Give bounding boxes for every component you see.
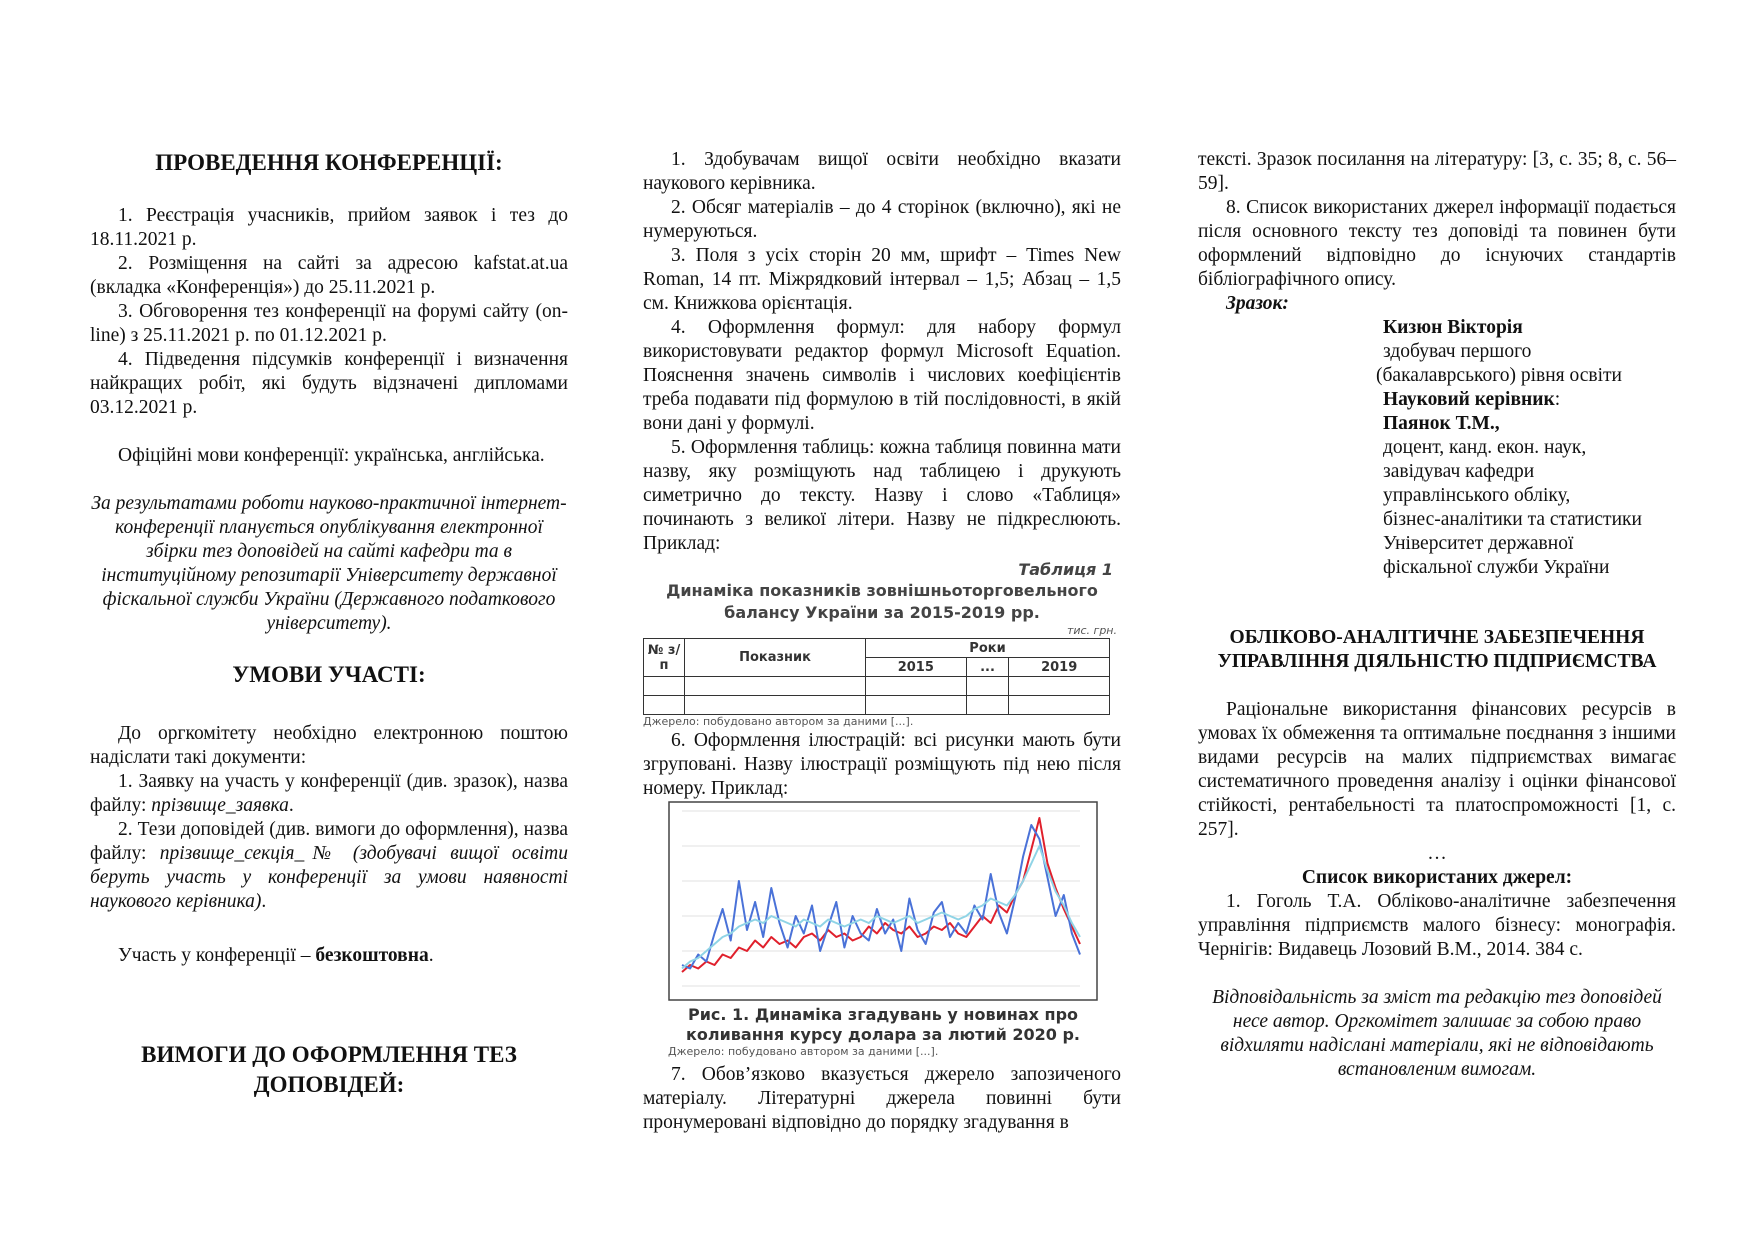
schedule-item-2: 2. Розміщення на сайті за адресою kafstat.at.ua (вкладка «Конференція») до 25.11.2021 р. [90, 253, 568, 298]
line-chart [668, 801, 1098, 1001]
figure-caption: Рис. 1. Динаміка згадувань у новинах про коливання курсу долара за лютий 2020 р. [686, 1005, 1080, 1044]
table-header-indicator: Показник [685, 639, 866, 677]
author-block [1376, 316, 1676, 580]
requirement-4: 4. Оформлення формул: для набору формул використовувати редактор формул Microsoft Equation. Пояснення значень символів і числових коефіцієнтів треба подавати під формулою в тій послідовності, в якій вони дані у формулі. [643, 317, 1121, 434]
table-unit: тис. грн. [1066, 624, 1117, 637]
paper-title: ОБЛІКОВО-АНАЛІТИЧНЕ ЗАБЕЗПЕЧЕННЯ УПРАВЛІННЯ ДІЯЛЬНІСТЮ ПІДПРИЄМСТВА [1217, 627, 1657, 672]
requirement-2: 2. Обсяг матеріалів – до 4 сторінок (включно), які не нумеруються. [643, 197, 1121, 242]
references-heading: Список використаних джерел: [1301, 867, 1573, 888]
heading-conference: ПРОВЕДЕННЯ КОНФЕРЕНЦІЇ: [155, 150, 503, 175]
condition-1: 1. Заявку на участь у конференції (див. зразок), назва файлу: прізвище_заявка. [90, 771, 568, 816]
reference-1: 1. Гоголь Т.А. Обліково-аналітичне забезпечення управління підприємств малого бізнесу: монографія. Чернігів: Видавець Лозовий В.М., 2014. 384 с. [1198, 891, 1676, 960]
table-source: Джерело: побудовано автором за даними [...]. [643, 715, 914, 728]
author-status-1: здобувач першого [1383, 341, 1532, 362]
heading-requirements: ВИМОГИ ДО ОФОРМЛЕННЯ ТЕЗ ДОПОВІДЕЙ: [141, 1042, 517, 1097]
requirement-5: 5. Оформлення таблиць: кожна таблиця повинна мати назву, яку розміщують над таблицею і друкують симетрично до тексту. Назву і слово «Таблиця» починають з великої літери. Назву не підкреслюють. Приклад: [643, 437, 1121, 554]
supervisor-line: доцент, канд. екон. наук, [1383, 437, 1587, 458]
supervisor-label: Науковий керівник: [1383, 389, 1561, 410]
disclaimer: Відповідальність за зміст та редакцію тез доповідей несе автор. Оргкомітет залишає за собою право відхиляти надіслані матеріали, які не відповідають встановленим вимогам. [1212, 987, 1662, 1080]
requirement-8: 8. Список використаних джерел інформації подається після основного тексту тез доповіді та повинен бути оформлений відповідно до існуючих стандартів бібліографічного опису. [1198, 197, 1676, 290]
table-header-year-3: 2019 [1009, 658, 1110, 677]
supervisor-line: Університет державної [1383, 533, 1574, 554]
sample-table [643, 638, 1110, 715]
table-header-years: Роки [866, 639, 1110, 658]
schedule-item-4: 4. Підведення підсумків конференції і визначення найкращих робіт, які будуть відзначені дипломами 03.12.2021 р. [90, 349, 568, 418]
column-middle [643, 148, 1121, 1135]
condition-2: 2. Тези доповідей (див. вимоги до оформлення), назва файлу: прізвище_секція_№ (здобувачі вищої освіти беруть участь у конференції за умови наявності наукового керівника). [90, 819, 568, 912]
condition-1-filename: прізвище_заявка [151, 795, 289, 816]
participation-fee: Участь у конференції – безкоштовна. [118, 945, 434, 966]
requirement-7-continued: тексті. Зразок посилання на літературу: [3, с. 35; 8, с. 56–59]. [1198, 149, 1676, 194]
official-languages: Офіційні мови конференції: українська, англійська. [118, 445, 545, 466]
requirement-3: 3. Поля з усіх сторін 20 мм, шрифт – Times New Roman, 14 пт. Міжрядковий інтервал – 1,5; Абзац – 1,5 см. Книжкова орієнтація. [643, 245, 1121, 314]
schedule-item-1: 1. Реєстрація учасників, прийом заявок і тез до 18.11.2021 р. [90, 205, 568, 250]
requirement-1: 1. Здобувачам вищої освіти необхідно вказати наукового керівника. [643, 149, 1121, 194]
figure-source: Джерело: побудовано автором за даними [...]. [668, 1045, 939, 1058]
table-header-num: № з/п [644, 639, 685, 677]
paper-text: Раціональне використання фінансових ресурсів в умовах їх обмеження та оптимальне поєднання з іншими видами ресурсів на малих підприємствах вимагає систематичного проведення аналізу і оцінки фінансової стійкості, рентабельності та платоспроможності [1, с. 257]. [1198, 699, 1676, 840]
requirement-7: 7. Обов’язково вказується джерело запозиченого матеріалу. Літературні джерела повинні бути пронумеровані відповідно до порядку згадування в [643, 1064, 1121, 1133]
chart-frame [669, 802, 1097, 1000]
author-name: Кизюн Вікторія [1383, 317, 1523, 338]
requirement-6: 6. Оформлення ілюстрацій: всі рисунки мають бути згруповані. Назву ілюстрації розміщують під нею після номеру. Приклад: [643, 730, 1121, 799]
table-row [644, 696, 1110, 715]
conditions-intro: До оргкомітету необхідно електронною поштою надіслати такі документи: [90, 723, 568, 768]
results-note: За результатами роботи науково-практичної інтернет-конференції планується опублікування електронної збірки тез доповідей на сайті кафедри та в інституційному репозитарії Університету державної фіскальної служби України (Державного податкового університету). [91, 493, 567, 634]
table-header-year-2: ... [966, 658, 1009, 677]
supervisor-line: завідувач кафедри [1383, 461, 1535, 482]
column-left [90, 148, 568, 1100]
condition-2-filename: прізвище_секція_№ (здобувачі вищої освіти беруть участь у конференції за умови наявності наукового керівника) [90, 843, 568, 912]
sample-table-block [643, 560, 1121, 729]
sample-figure [668, 801, 1121, 1059]
heading-conditions: УМОВИ УЧАСТІ: [232, 662, 426, 687]
schedule-item-3: 3. Обговорення тез конференції на форумі сайту (on-line) з 25.11.2021 р. по 01.12.2021 р. [90, 301, 568, 346]
column-right [1198, 148, 1676, 1082]
ellipsis: … [1427, 843, 1447, 864]
supervisor-name: Паянок Т.М., [1383, 413, 1500, 434]
author-status-2: (бакалаврського) рівня освіти [1376, 365, 1622, 386]
supervisor-line: фіскальної служби України [1383, 557, 1610, 578]
supervisor-line: бізнес-аналітики та статистики [1383, 509, 1642, 530]
table-row [644, 677, 1110, 696]
sample-label: Зразок: [1226, 293, 1289, 314]
supervisor-line: управлінського обліку, [1383, 485, 1571, 506]
table-title: Динаміка показників зовнішньоторговельного балансу України за 2015-2019 рр. [666, 581, 1098, 622]
table-label: Таблиця 1 [1018, 560, 1113, 579]
table-header-year-1: 2015 [866, 658, 967, 677]
